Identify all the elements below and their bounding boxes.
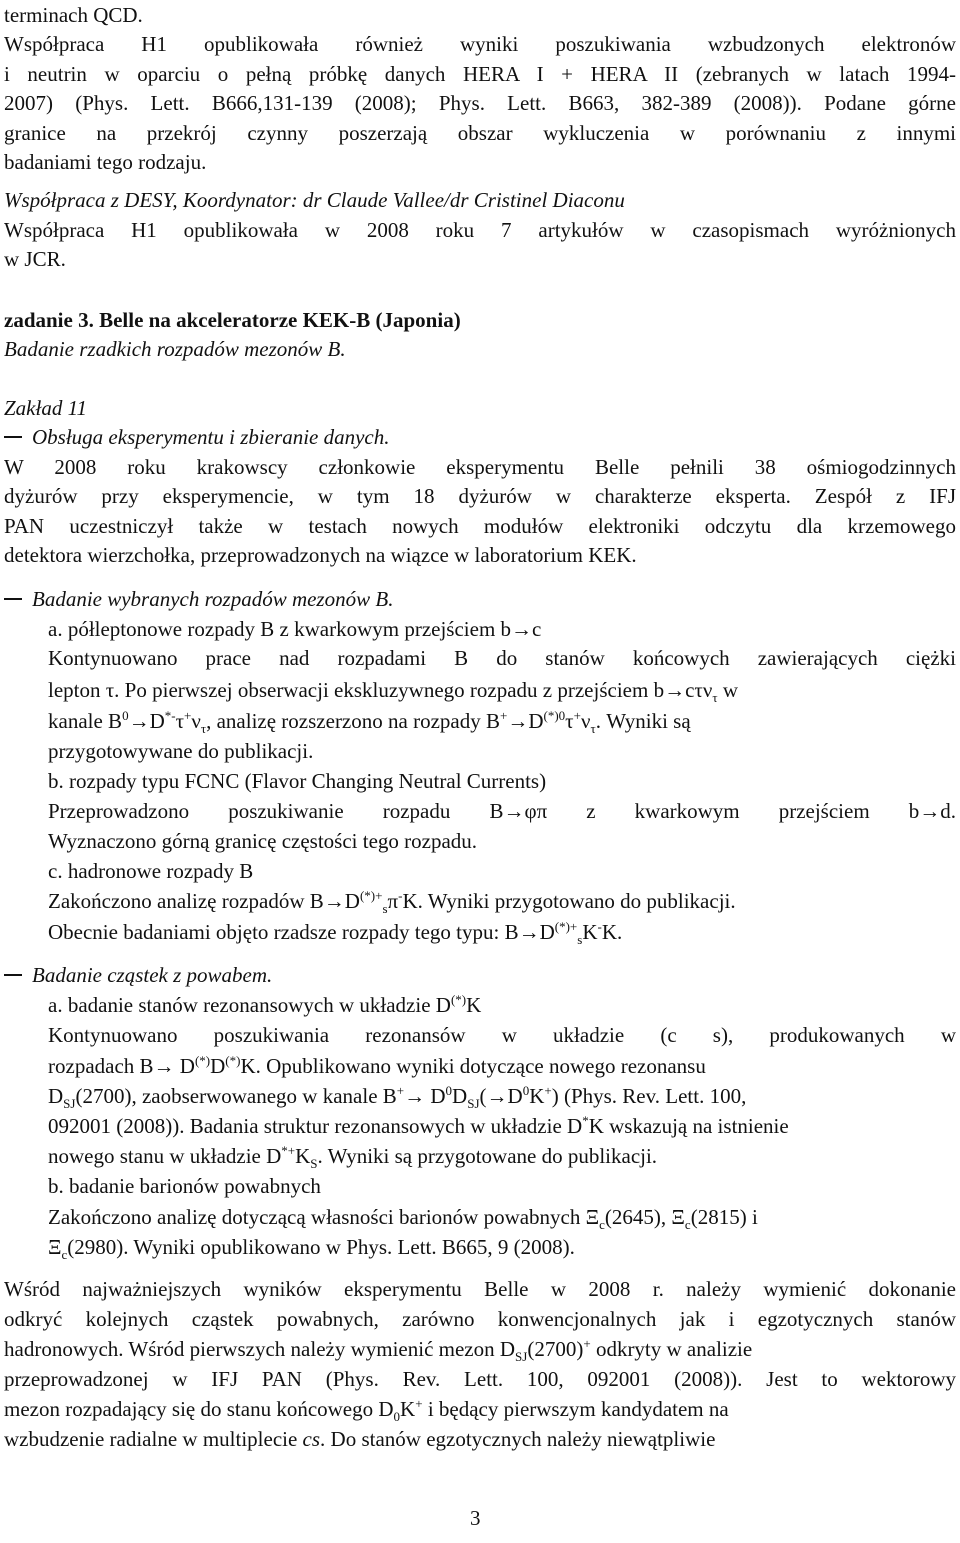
text-line: Kontynuowano poszukiwania rezonansów w układzie (c s), produkowanych w <box>48 1023 956 1047</box>
item-heading: b. rozpady typu FCNC (Flavor Changing Neutral Currents) <box>48 769 547 793</box>
text-line: przygotowywane do publikacji. <box>48 739 314 763</box>
text-line: 2007) (Phys. Lett. B666,131-139 (2008); Phys. Lett. B663, 382-389 (2008)). Podane górne <box>4 91 956 115</box>
list-heading: Obsługa eksperymentu i zbieranie danych. <box>32 425 390 449</box>
text-line: odkryć kolejnych cząstek powabnych, zarówno konwencjonalnych jak i egzotycznych stanów <box>4 1307 956 1331</box>
formula-line: rozpadach B→ D(*)D(*)K. Opublikowano wyniki dotyczące nowego rezonansu <box>48 1053 706 1078</box>
item-heading: b. badanie barionów powabnych <box>48 1174 321 1198</box>
formula-line: 092001 (2008)). Badania struktur rezonansowych w układzie D*K wskazują na istnienie <box>48 1113 789 1138</box>
text-line: PAN uczestniczył także w testach nowych modułów elektroniki odczytu dla krzemowego <box>4 514 956 538</box>
text-line: badaniami tego rodzaju. <box>4 150 207 174</box>
formula-line: Zakończono analizę rozpadów $B\to D^{(*)+}_s\pi^-K$. Wyniki przygotowano do publikacji. <box>48 888 736 916</box>
task-heading: zadanie 3. Belle na akceleratorze KEK-B (Japonia) <box>4 308 461 332</box>
text-line: i neutrin w oparciu o pełną próbkę danych HERA I + HERA II (zebranych w latach 1994- <box>4 62 956 86</box>
text-line: terminach QCD. <box>4 3 143 27</box>
text-line: przeprowadzonej w IFJ PAN (Phys. Rev. Lett. 100, 092001 (2008)). Jest to wektorowy <box>4 1367 956 1391</box>
section-subtitle: Współpraca z DESY, Koordynator: dr Claude Vallee/dr Cristinel Diaconu <box>4 188 625 212</box>
formula-line: Zakończono analizę dotyczącą własności barionów powabnych $\Xi_c(2645)$, $\Xi_c(2815)$ i <box>48 1205 758 1232</box>
text-line: W 2008 roku krakowscy członkowie eksperymentu Belle pełnili 38 ośmiogodzinnych <box>4 455 956 479</box>
formula-line: lepton τ. Po pierwszej obserwacji ekskluzywnego rozpadu z przejściem b→cτν$_\tau$ w <box>48 678 738 705</box>
task-subheading: Badanie rzadkich rozpadów mezonów B. <box>4 337 346 361</box>
page-number: 3 <box>470 1506 481 1530</box>
text-line: Kontynuowano prace nad rozpadami B do stanów końcowych zawierających ciężki <box>48 646 956 670</box>
list-dash <box>4 436 22 438</box>
text-line: detektora wierzchołka, przeprowadzonych na wiązce w laboratorium KEK. <box>4 543 637 567</box>
department-label: Zakład 11 <box>4 396 88 420</box>
text-line: Wyznaczono górną granicę częstości tego rozpadu. <box>48 829 478 853</box>
list-heading: Badanie cząstek z powabem. <box>32 963 273 987</box>
formula-line: mezon rozpadający się do stanu końcowego $D_0K^+$ i będący pierwszym kandydatem na <box>4 1396 729 1424</box>
formula-line: $\Xi_c(2980)$. Wyniki opublikowano w Phys. Lett. B665, 9 (2008). <box>48 1235 575 1262</box>
formula-line: kanale $B^0\to D^{*-}\tau^+\nu_\tau$, analizę rozszerzono na rozpady $B^+\to D^{(*)0}\tau^+\nu_\tau$. Wyniki są <box>48 708 691 736</box>
formula-line: $D_{SJ}(2700)$, zaobserwowanego w kanale $B^+\to D^0D_{SJ}(\to D^0K^+)$ (Phys. Rev. Lett. 100, <box>48 1083 747 1111</box>
text-line: Wśród najważniejszych wyników eksperymentu Belle w 2008 r. należy wymienić dokonanie <box>4 1277 956 1301</box>
text-line: Współpraca H1 opublikowała w 2008 roku 7 artykułów w czasopismach wyróżnionych <box>4 218 956 242</box>
formula-line: nowego stanu w układzie $D^{*+}K_S$. Wyniki są przygotowane do publikacji. <box>48 1143 658 1171</box>
text-line: dyżurów przy eksperymencie, w tym 18 dyżurów w charakterze eksperta. Zespół z IFJ <box>4 484 956 508</box>
list-dash <box>4 974 22 976</box>
text-line: Przeprowadzono poszukiwanie rozpadu B→φπ z kwarkowym przejściem b→d. <box>48 799 956 823</box>
item-heading: c. hadronowe rozpady B <box>48 859 254 883</box>
formula-line: wzbudzenie radialne w multiplecie cs. Do stanów egzotycznych należy niewątpliwie <box>4 1427 716 1451</box>
formula-line: a. badanie stanów rezonansowych w układzie D(*)K <box>48 992 482 1017</box>
text-line: w JCR. <box>4 247 66 271</box>
formula-line: Obecnie badaniami objęto rzadsze rozpady tego typu: $B\to D^{(*)+}_sK^-K$. <box>48 919 623 947</box>
formula-line: hadronowych. Wśród pierwszych należy wymienić mezon $D_{SJ}(2700)^+$ odkryty w analizie <box>4 1336 753 1364</box>
text-line: Współpraca H1 opublikowała również wyniki poszukiwania wzbudzonych elektronów <box>4 32 956 56</box>
list-heading: Badanie wybranych rozpadów mezonów B. <box>32 587 394 611</box>
item-heading: a. półleptonowe rozpady B z kwarkowym przejściem b→c <box>48 617 542 641</box>
text-line: granice na przekrój czynny poszerzają obszar wykluczenia w porównaniu z innymi <box>4 121 956 145</box>
list-dash <box>4 598 22 600</box>
